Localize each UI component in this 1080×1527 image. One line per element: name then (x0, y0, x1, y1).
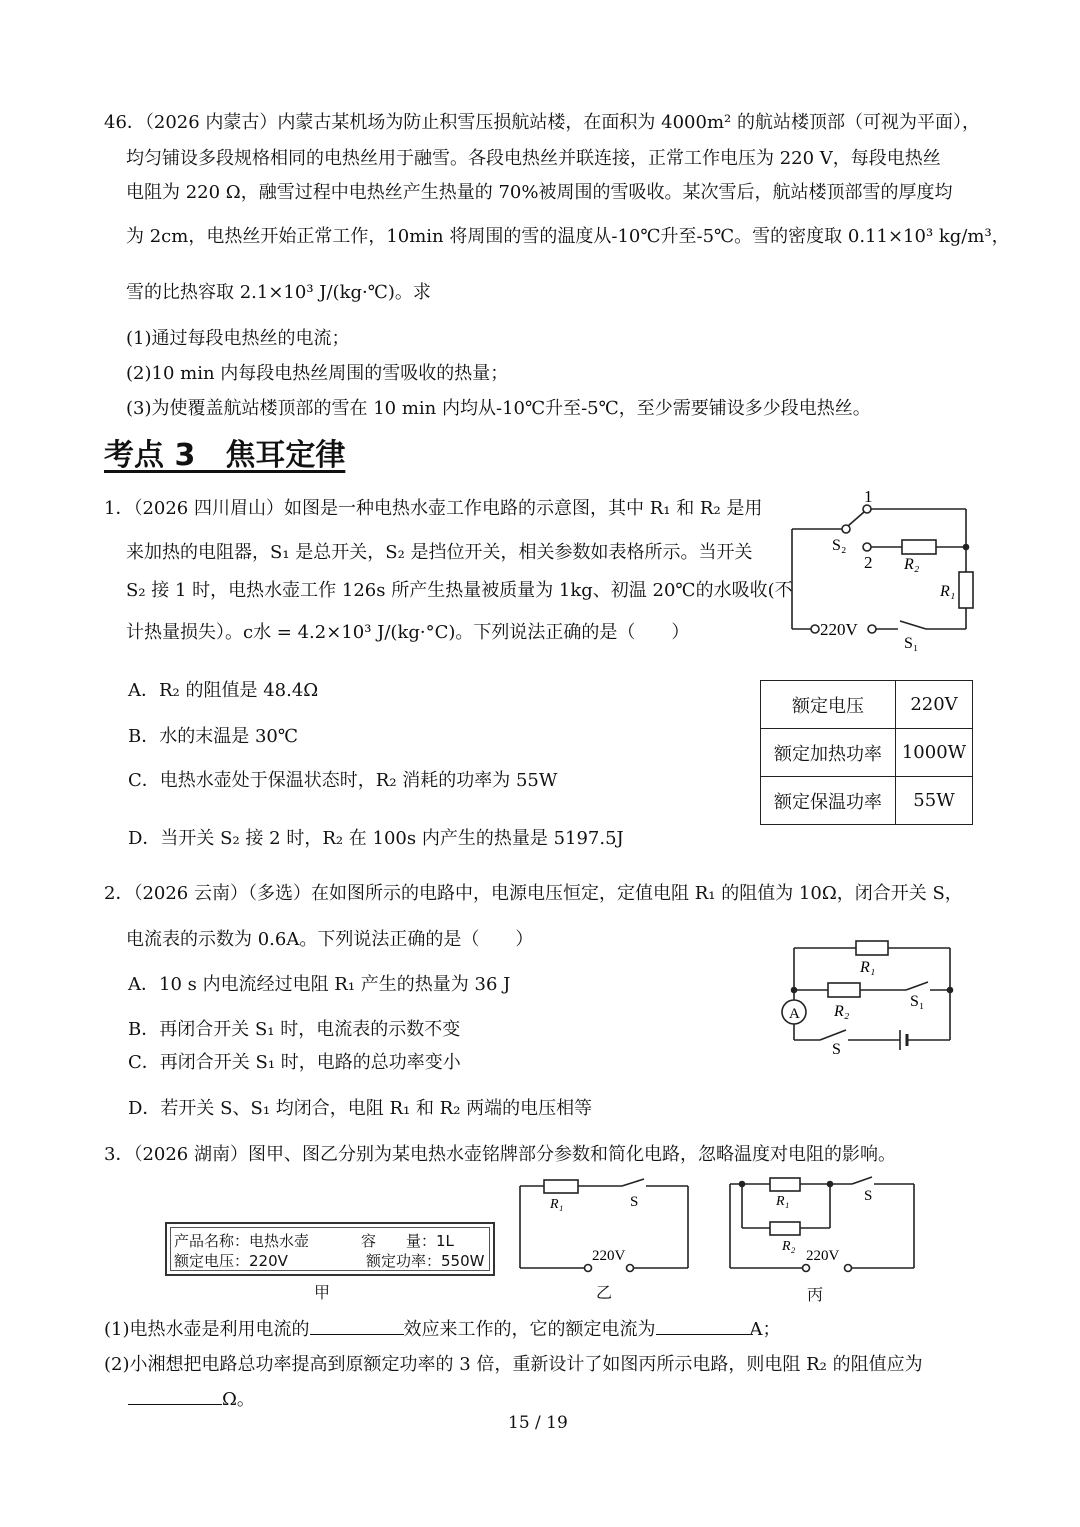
nameplate-capacity: 容 量：1L (361, 1232, 454, 1250)
q3-line-1: 3．（2026 湖南）图甲、图乙分别为某电热水壶铭牌部分参数和简化电路，忽略温度对电阻的影响。 (104, 1144, 896, 1165)
q2-ammeter-label: A (789, 1006, 800, 1022)
nameplate-power: 额定功率：550W (366, 1252, 485, 1270)
table-cell: 220V (896, 681, 973, 729)
table-row (761, 777, 973, 825)
q1-spec-table (760, 680, 973, 825)
q1-option-a: A．R₂ 的阻值是 48.4Ω (128, 680, 319, 701)
q3-sub-1-part-a: (1)电热水壶是利用电流的 (104, 1319, 310, 1340)
q1-option-d: D．当开关 S₂ 接 2 时，R₂ 在 100s 内产生的热量是 5197.5J (128, 828, 624, 849)
q3-bing-r1-label: R₁ (776, 1194, 790, 1209)
q1-s1-label: S₁ (904, 635, 919, 652)
table-cell: 额定加热功率 (761, 729, 896, 777)
q1-r1-label: R₁ (940, 583, 956, 600)
q3-figure-bing-caption: 丙 (807, 1285, 824, 1304)
q3-bing-s-label: S (864, 1188, 873, 1204)
blank-field[interactable] (128, 1386, 222, 1405)
q46-sub-1: (1)通过每段电热丝的电流； (126, 328, 350, 349)
q3-yi-r1-label: R₁ (550, 1197, 564, 1212)
q1-line-1: 1．（2026 四川眉山）如图是一种电热水壶工作电路的示意图，其中 R₁ 和 R₂ 是用 (104, 498, 763, 519)
table-cell: 额定保温功率 (761, 777, 896, 825)
nameplate-product-name: 产品名称：电热水壶 (174, 1232, 310, 1250)
q2-r1-label: R₁ (860, 959, 876, 976)
q46-line-1: 46．（2026 内蒙古）内蒙古某机场为防止积雪压损航站楼，在面积为 4000m² 的航站楼顶部（可视为平面）， (104, 112, 980, 133)
table-cell: 55W (896, 777, 973, 825)
q3-sub-1-part-b: 效应来工作的，它的额定电流为 (403, 1319, 656, 1340)
q1-s2-label: S₂ (832, 537, 847, 554)
table-row (761, 681, 973, 729)
q2-option-d: D．若开关 S、S₁ 均闭合，电阻 R₁ 和 R₂ 两端的电压相等 (128, 1098, 593, 1119)
q2-option-c: C．再闭合开关 S₁ 时，电路的总功率变小 (128, 1052, 461, 1073)
q2-option-a: A．10 s 内电流经过电阻 R₁ 产生的热量为 36 J (128, 974, 511, 995)
section-heading: 考点 3 焦耳定律 (104, 438, 346, 473)
nameplate-voltage: 额定电压：220V (174, 1252, 288, 1270)
q3-yi-voltage-label: 220V (592, 1248, 626, 1264)
q1-option-c: C．电热水壶处于保温状态时，R₂ 消耗的功率为 55W (128, 770, 558, 791)
q3-bing-voltage-label: 220V (806, 1248, 840, 1264)
q3-sub-2: (2)小湘想把电路总功率提高到原额定功率的 3 倍，重新设计了如图丙所示电路，则电阻 R₂ 的阻值应为 (104, 1354, 923, 1375)
q2-circuit-diagram (776, 936, 976, 1062)
blank-field[interactable] (656, 1316, 750, 1335)
q1-terminal-2-label: 2 (864, 553, 873, 572)
q2-r2-label: R₂ (834, 1003, 850, 1020)
q46-line-4: 为 2cm，电热丝开始正常工作，10min 将周围的雪的温度从-10℃升至-5℃。雪的密度取 0.11×10³ kg/m³， (126, 226, 1010, 247)
q3-circuit-yi (512, 1176, 698, 1276)
table-cell: 额定电压 (761, 681, 896, 729)
q1-line-4: 计热量损失）。c水 = 4.2×10³ J/(kg·°C)。下列说法正确的是（ ） (126, 622, 690, 643)
q2-line-1: 2．（2026 云南）（多选）在如图所示的电路中，电源电压恒定，定值电阻 R₁ 的阻值为 10Ω，闭合开关 S， (104, 883, 963, 904)
q1-line-3: S₂ 接 1 时，电热水壶工作 126s 所产生热量被质量为 1kg、初温 20℃的水吸收(不 (126, 580, 793, 601)
q1-circuit-diagram (780, 486, 990, 656)
q2-line-2: 电流表的示数为 0.6A。下列说法正确的是（ ） (126, 929, 534, 950)
q3-yi-s-label: S (630, 1194, 639, 1210)
q3-figure-yi-caption: 乙 (596, 1283, 613, 1302)
page-number: 15 / 19 (508, 1413, 568, 1433)
q1-line-2: 来加热的电阻器，S₁ 是总开关，S₂ 是挡位开关，相关参数如表格所示。当开关 (126, 542, 753, 563)
table-cell: 1000W (896, 729, 973, 777)
q3-bing-r2-label: R₂ (782, 1239, 796, 1254)
table-row (761, 729, 973, 777)
q46-line-2: 均匀铺设多段规格相同的电热丝用于融雪。各段电热丝并联连接，正常工作电压为 220 V，每段电热丝 (126, 148, 941, 169)
q1-voltage-label: 220V (820, 620, 858, 639)
q3-sub-1-part-c: A； (749, 1319, 781, 1340)
q2-option-b: B．再闭合开关 S₁ 时，电流表的示数不变 (128, 1019, 461, 1040)
q46-line-3: 电阻为 220 Ω，融雪过程中电热丝产生热量的 70%被周围的雪吸收。某次雪后，航站楼顶部雪的厚度均 (126, 182, 953, 203)
q1-option-b: B．水的末温是 30℃ (128, 726, 298, 747)
q46-sub-3: (3)为使覆盖航站楼顶部的雪在 10 min 内均从-10℃升至-5℃，至少需要铺设多少段电热丝。 (126, 398, 871, 419)
q2-s1-label: S₁ (910, 993, 925, 1010)
q46-line-5: 雪的比热容取 2.1×10³ J/(kg·℃)。求 (126, 282, 431, 303)
q1-terminal-1-label: 1 (864, 487, 873, 506)
q3-sub-2-answer (128, 1385, 255, 1411)
q3-nameplate (165, 1222, 495, 1276)
q2-s-label: S (832, 1041, 841, 1058)
q3-sub-1 (104, 1315, 781, 1341)
q1-r2-label: R₂ (904, 556, 920, 573)
blank-field[interactable] (310, 1316, 404, 1335)
q3-figure-jia-caption: 甲 (314, 1283, 331, 1302)
q3-sub-2-unit: Ω。 (222, 1389, 255, 1410)
q3-circuit-bing (722, 1174, 922, 1278)
q46-sub-2: (2)10 min 内每段电热丝周围的雪吸收的热量； (126, 363, 509, 384)
